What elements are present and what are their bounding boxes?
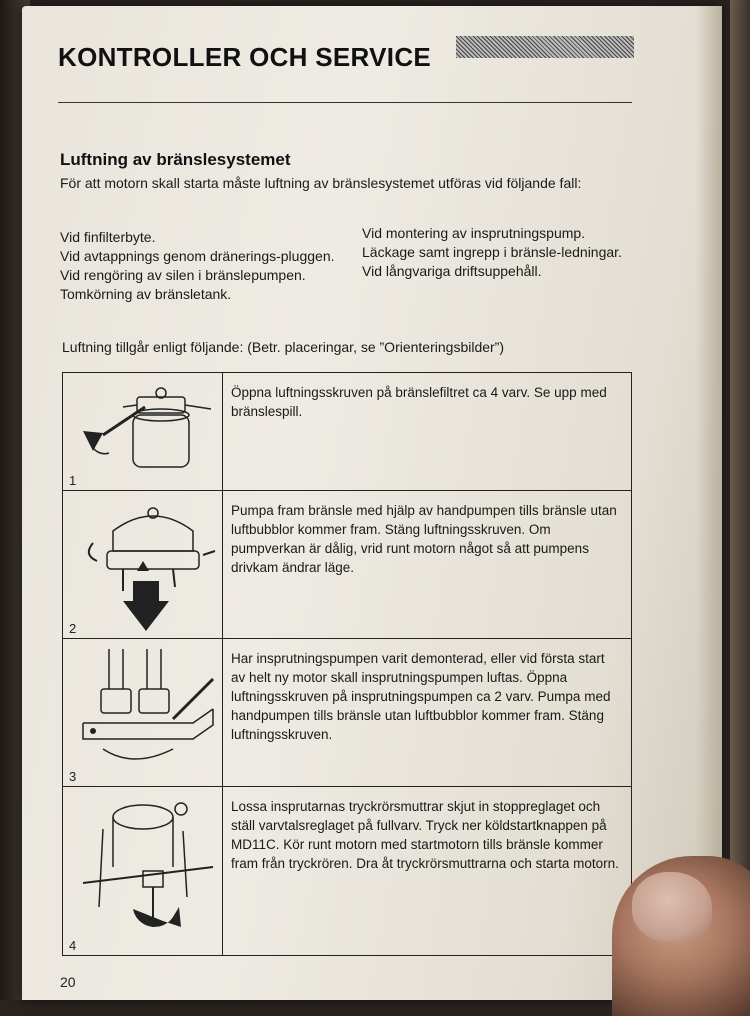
step-text: Har insprutningspumpen varit demonterad, eller vid första start av helt ny motor skall insprutningspumpen luftas. Öppna luftningsskruven på insprutningspumpen ca 2 varv. Pumpa med handpumpen tills bränsle utan luftbubblor kommer fram. Stäng luftningsskruven.: [231, 651, 611, 742]
condition-item: Tomkörning av bränsletank.: [60, 286, 232, 302]
air-procedure-note: Luftning tillgår enligt följande: (Betr. placeringar, se ”Orienteringsbilder”): [62, 339, 505, 355]
step-row-3: [63, 639, 631, 787]
condition-item: Vid rengöring av silen i bränslepumpen.: [60, 267, 306, 283]
intro-text: För att motorn skall starta måste luftning av bränslesystemet utföras vid följande fall:: [60, 175, 582, 191]
condition-item: Vid finfilterbyte.: [60, 229, 156, 245]
fuel-filter-illustration: [63, 373, 221, 489]
conditions-right-column: [362, 224, 642, 281]
step-number: 1: [69, 473, 77, 488]
background-right: [730, 0, 750, 1000]
page-title: KONTROLLER OCH SERVICE: [58, 42, 432, 72]
step-number: 4: [69, 938, 77, 953]
page-edge-shadow: [696, 6, 722, 1000]
step-text: Pumpa fram bränsle med hjälp av handpumpen tills bränsle utan luftbubblor kommer fram. Stäng luftningsskruven. Om pumpverkan är dålig, vrid runt motorn något så att pumpens drivkam ändrar läge.: [231, 503, 617, 575]
section-heading: Luftning av bränslesystemet: [60, 150, 291, 169]
condition-item: Vid avtappnings genom dränerings-pluggen.: [60, 248, 335, 264]
manual-page: [22, 6, 722, 1000]
condition-item: Vid montering av insprutningspump.: [362, 225, 586, 241]
step-3-illustration: [63, 639, 223, 786]
title-hatched-bar: [456, 36, 634, 58]
step-number: 3: [69, 769, 77, 784]
step-4-illustration: [63, 787, 223, 955]
thumbnail-photo: [632, 872, 712, 942]
step-text: Lossa insprutarnas tryckrörsmuttrar skjut in stoppreglaget och ställ varvtalsreglaget på fullvarv. Tryck ner köldstartknappen på MD11C. Kör runt motorn med startmotorn tills bränsle kommer fram från tryckrören. Dra åt tryckrörsmuttrarna och starta motorn.: [231, 799, 619, 871]
step-row-1: [63, 373, 631, 491]
condition-item: Vid långvariga driftsuppehåll.: [362, 263, 542, 279]
condition-item: Läckage samt ingrepp i bränsle-ledningar.: [362, 244, 622, 260]
step-text: Öppna luftningsskruven på bränslefiltret ca 4 varv. Se upp med bränslespill.: [231, 385, 607, 419]
steps-table: [62, 372, 632, 956]
injection-pump-illustration: [63, 639, 221, 785]
step-row-4: [63, 787, 631, 955]
step-number: 2: [69, 621, 77, 636]
pressure-pipe-nuts-illustration: [63, 787, 221, 953]
step-1-illustration: [63, 373, 223, 490]
step-2-illustration: [63, 491, 223, 638]
hand-pump-illustration: [63, 491, 221, 637]
step-row-2: [63, 491, 631, 639]
conditions-left-column: [60, 228, 360, 304]
page-number: 20: [60, 974, 76, 990]
header-rule: [58, 102, 632, 103]
